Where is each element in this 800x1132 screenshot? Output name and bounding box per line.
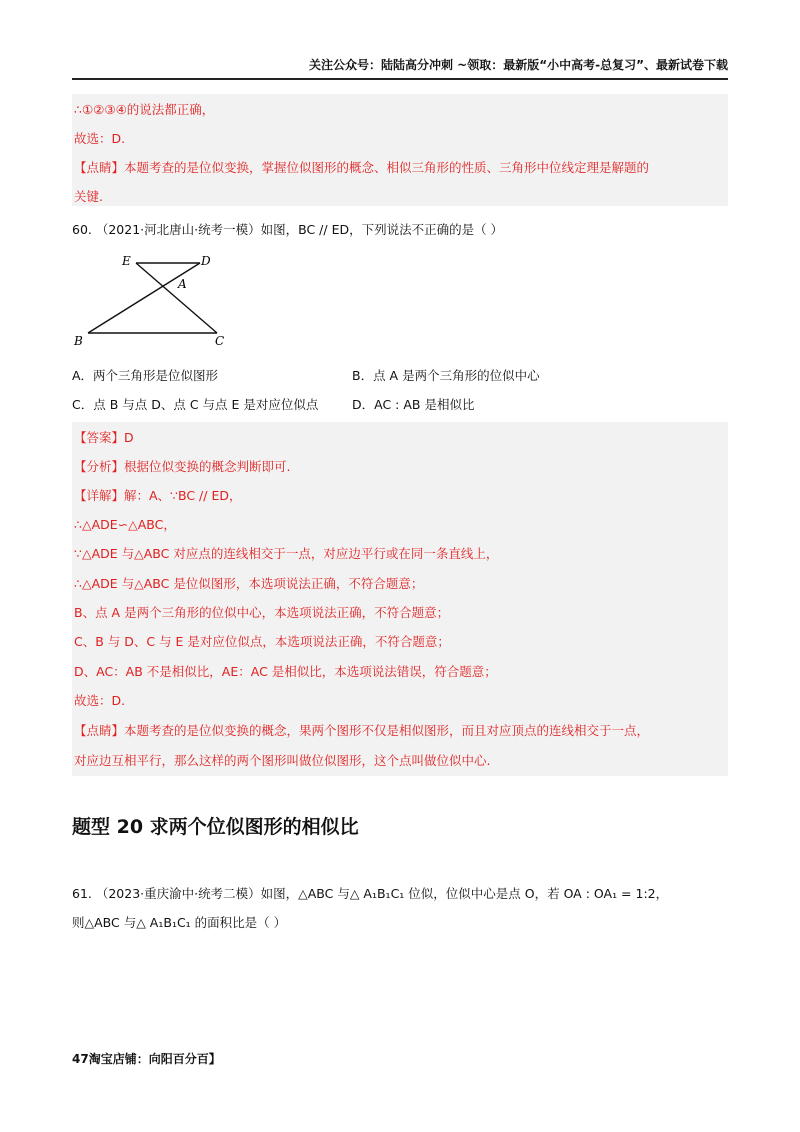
question-60-stem: 60. （2021·河北唐山·统考一模）如图，BC // ED，下列说法不正确的是（ ）	[72, 222, 504, 237]
previous-solution-block	[72, 94, 728, 206]
solution-line: 【答案】D	[74, 430, 134, 445]
label-C: C	[215, 334, 225, 348]
question-60-solution-block	[72, 422, 728, 776]
label-E: E	[122, 254, 131, 268]
label-A: A	[178, 277, 187, 291]
section-title: 题型 20 求两个位似图形的相似比	[72, 816, 359, 838]
solution-line: 【详解】解：A、∵BC // ED，	[74, 488, 242, 503]
solution-line: ∴△ADE 与△ABC 是位似图形，本选项说法正确，不符合题意；	[74, 576, 424, 591]
page-header: 关注公众号：陆陆高分冲刺 ~领取：最新版“小中高考-总复习”、最新试卷下载	[72, 56, 728, 80]
solution-line: ∵△ADE 与△ABC 对应点的连线相交于一点，对应边平行或在同一条直线上，	[74, 546, 499, 561]
solution-line: 故选：D.	[74, 693, 126, 708]
solution-line: D、AC：AB 不是相似比，AE：AC 是相似比，本选项说法错误，符合题意；	[74, 664, 497, 679]
label-D: D	[201, 254, 211, 268]
segment-DB	[88, 263, 200, 333]
solution-line: 对应边互相平行，那么这样的两个图形叫做位似图形，这个点叫做位似中心.	[74, 753, 491, 768]
question-61-line2: 则△ABC 与△ A₁B₁C₁ 的面积比是（ ）	[72, 915, 287, 930]
solution-line: 【点睛】本题考查的是位似变换，掌握位似图形的概念、相似三角形的性质、三角形中位线定理是解题的	[74, 160, 650, 175]
question-60-figure	[72, 250, 272, 350]
option-D: D．AC : AB 是相似比	[352, 397, 475, 412]
option-A: A．两个三角形是位似图形	[72, 368, 219, 383]
solution-line: ∴△ADE∽△ABC，	[74, 517, 176, 532]
solution-line: 关键.	[74, 189, 103, 204]
solution-line: 【点睛】本题考查的是位似变换的概念，果两个图形不仅是相似图形，而且对应顶点的连线相交于一点，	[74, 723, 650, 738]
question-61-line1: 61. （2023·重庆渝中·统考二模）如图，△ABC 与△ A₁B₁C₁ 位似，位似中心是点 O，若 OA : OA₁ = 1:2，	[72, 886, 669, 901]
solution-line: C、B 与 D、C 与 E 是对应位似点，本选项说法正确，不符合题意；	[74, 634, 450, 649]
solution-line: ∴①②③④的说法都正确，	[74, 102, 215, 117]
solution-line: 故选：D.	[74, 131, 126, 146]
solution-line: B、点 A 是两个三角形的位似中心，本选项说法正确，不符合题意；	[74, 605, 450, 620]
option-C: C．点 B 与点 D、点 C 与点 E 是对应位似点	[72, 397, 319, 412]
solution-line: 【分析】根据位似变换的概念判断即可.	[74, 459, 291, 474]
option-B: B．点 A 是两个三角形的位似中心	[352, 368, 540, 383]
page-footer: 47淘宝店铺：向阳百分百】	[72, 1052, 221, 1066]
label-B: B	[74, 334, 83, 348]
segment-EC	[136, 263, 217, 333]
